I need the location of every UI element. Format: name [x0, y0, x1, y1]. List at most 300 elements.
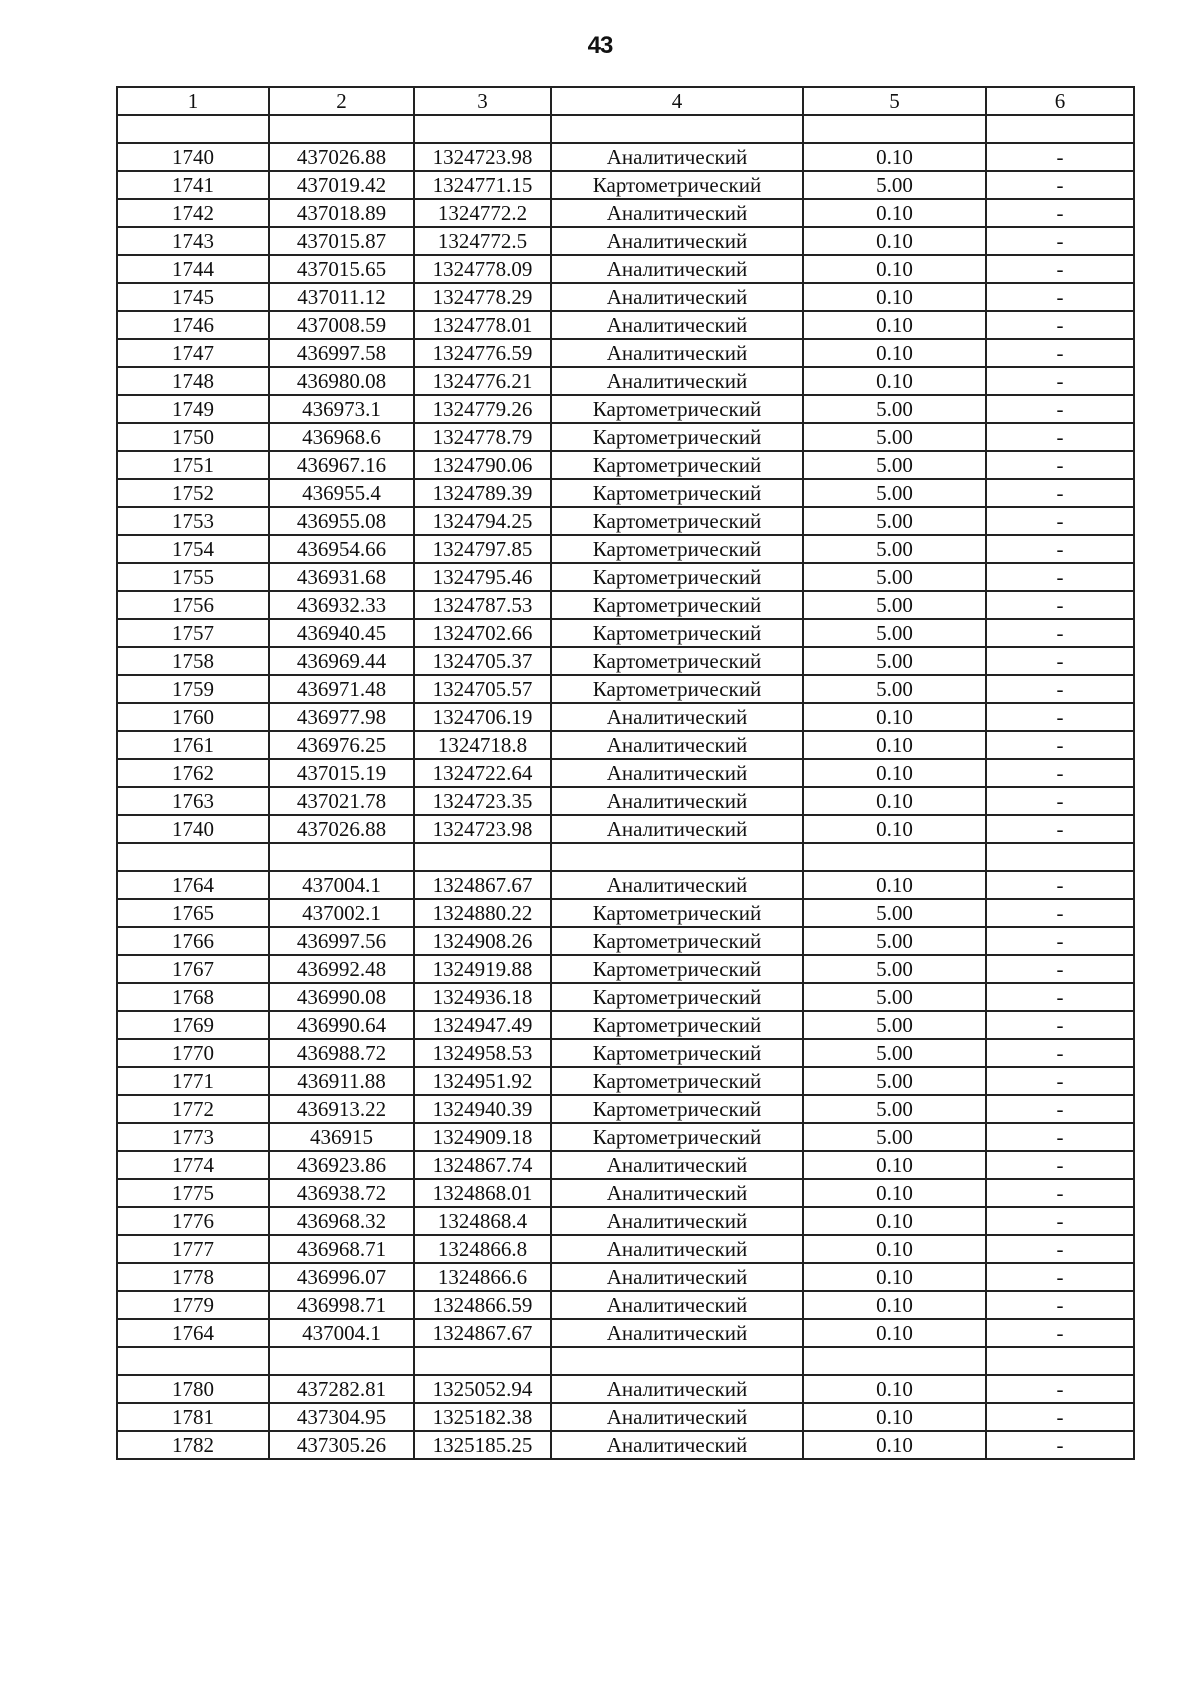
- coordinate-x-cell: 436998.71: [269, 1291, 414, 1319]
- point-number-cell: 1748: [117, 367, 269, 395]
- coordinate-x-cell: 436996.07: [269, 1263, 414, 1291]
- point-number-cell: 1773: [117, 1123, 269, 1151]
- coordinate-x-cell: 437004.1: [269, 871, 414, 899]
- accuracy-cell: 5.00: [803, 927, 986, 955]
- table-row: [117, 479, 1134, 507]
- note-cell: -: [986, 1403, 1134, 1431]
- coordinate-x-cell: 436923.86: [269, 1151, 414, 1179]
- coordinate-y-cell: [414, 843, 551, 871]
- note-cell: -: [986, 1263, 1134, 1291]
- note-cell: -: [986, 227, 1134, 255]
- point-number-cell: [117, 843, 269, 871]
- coordinate-y-cell: 1324722.64: [414, 759, 551, 787]
- accuracy-cell: 0.10: [803, 1179, 986, 1207]
- coordinate-y-cell: 1324787.53: [414, 591, 551, 619]
- coordinate-y-cell: 1324702.66: [414, 619, 551, 647]
- coordinate-y-cell: 1324867.67: [414, 871, 551, 899]
- point-number-cell: [117, 115, 269, 143]
- coordinate-x-cell: [269, 115, 414, 143]
- note-cell: [986, 1347, 1134, 1375]
- point-number-cell: 1781: [117, 1403, 269, 1431]
- table-row: [117, 115, 1134, 143]
- method-cell: Картометрический: [551, 479, 803, 507]
- coordinate-y-cell: 1324772.2: [414, 199, 551, 227]
- note-cell: -: [986, 171, 1134, 199]
- method-cell: Картометрический: [551, 899, 803, 927]
- method-cell: Картометрический: [551, 535, 803, 563]
- note-cell: -: [986, 1207, 1134, 1235]
- accuracy-cell: 0.10: [803, 367, 986, 395]
- table-row: [117, 1011, 1134, 1039]
- coordinate-x-cell: 436931.68: [269, 563, 414, 591]
- point-number-cell: 1746: [117, 311, 269, 339]
- point-number-cell: 1774: [117, 1151, 269, 1179]
- point-number-cell: 1755: [117, 563, 269, 591]
- table-row: [117, 283, 1134, 311]
- coordinate-x-cell: 436968.32: [269, 1207, 414, 1235]
- accuracy-cell: 5.00: [803, 535, 986, 563]
- method-cell: Аналитический: [551, 311, 803, 339]
- table-row: [117, 983, 1134, 1011]
- point-number-cell: 1750: [117, 423, 269, 451]
- method-cell: Картометрический: [551, 647, 803, 675]
- point-number-cell: 1744: [117, 255, 269, 283]
- accuracy-cell: 0.10: [803, 255, 986, 283]
- accuracy-cell: [803, 1347, 986, 1375]
- coordinate-y-cell: 1324778.79: [414, 423, 551, 451]
- note-cell: -: [986, 311, 1134, 339]
- point-number-cell: [117, 1347, 269, 1375]
- page-number: 43: [587, 32, 613, 59]
- coordinate-y-cell: 1324908.26: [414, 927, 551, 955]
- point-number-cell: 1777: [117, 1235, 269, 1263]
- note-cell: -: [986, 647, 1134, 675]
- coordinate-x-cell: 437004.1: [269, 1319, 414, 1347]
- point-number-cell: 1782: [117, 1431, 269, 1459]
- note-cell: -: [986, 675, 1134, 703]
- point-number-cell: 1742: [117, 199, 269, 227]
- method-cell: Аналитический: [551, 1403, 803, 1431]
- note-cell: -: [986, 1011, 1134, 1039]
- point-number-cell: 1759: [117, 675, 269, 703]
- note-cell: -: [986, 1095, 1134, 1123]
- note-cell: -: [986, 255, 1134, 283]
- point-number-cell: 1764: [117, 1319, 269, 1347]
- note-cell: -: [986, 563, 1134, 591]
- method-cell: Аналитический: [551, 1151, 803, 1179]
- table-row: [117, 955, 1134, 983]
- table-row: [117, 1235, 1134, 1263]
- coordinate-y-cell: 1324795.46: [414, 563, 551, 591]
- method-cell: Аналитический: [551, 1291, 803, 1319]
- table-row: [117, 1347, 1134, 1375]
- accuracy-cell: 0.10: [803, 815, 986, 843]
- coordinate-y-cell: 1324771.15: [414, 171, 551, 199]
- point-number-cell: 1769: [117, 1011, 269, 1039]
- point-number-cell: 1776: [117, 1207, 269, 1235]
- method-cell: Аналитический: [551, 815, 803, 843]
- coordinate-y-cell: 1324789.39: [414, 479, 551, 507]
- coordinate-y-cell: 1324958.53: [414, 1039, 551, 1067]
- coordinate-x-cell: 436969.44: [269, 647, 414, 675]
- coordinate-x-cell: 437008.59: [269, 311, 414, 339]
- point-number-cell: 1766: [117, 927, 269, 955]
- column-header: 6: [986, 87, 1134, 115]
- table-row: [117, 1067, 1134, 1095]
- note-cell: -: [986, 339, 1134, 367]
- accuracy-cell: 5.00: [803, 1011, 986, 1039]
- coordinate-x-cell: 436973.1: [269, 395, 414, 423]
- note-cell: -: [986, 899, 1134, 927]
- table-body: [117, 115, 1134, 1459]
- table-row: [117, 367, 1134, 395]
- coordinate-x-cell: 436997.58: [269, 339, 414, 367]
- point-number-cell: 1778: [117, 1263, 269, 1291]
- note-cell: -: [986, 619, 1134, 647]
- note-cell: -: [986, 1319, 1134, 1347]
- coordinate-y-cell: 1324794.25: [414, 507, 551, 535]
- coordinate-x-cell: 436997.56: [269, 927, 414, 955]
- point-number-cell: 1779: [117, 1291, 269, 1319]
- accuracy-cell: 0.10: [803, 1319, 986, 1347]
- column-header: 5: [803, 87, 986, 115]
- table-row: [117, 1151, 1134, 1179]
- method-cell: Картометрический: [551, 451, 803, 479]
- coordinate-x-cell: 437304.95: [269, 1403, 414, 1431]
- coordinate-y-cell: [414, 115, 551, 143]
- coordinate-x-cell: 436938.72: [269, 1179, 414, 1207]
- accuracy-cell: 5.00: [803, 479, 986, 507]
- coordinate-y-cell: 1324723.98: [414, 815, 551, 843]
- coordinate-y-cell: 1324723.35: [414, 787, 551, 815]
- coordinate-y-cell: 1324867.67: [414, 1319, 551, 1347]
- accuracy-cell: 0.10: [803, 1151, 986, 1179]
- accuracy-cell: 0.10: [803, 1375, 986, 1403]
- accuracy-cell: 5.00: [803, 647, 986, 675]
- coordinate-x-cell: 436976.25: [269, 731, 414, 759]
- table-row: [117, 1123, 1134, 1151]
- note-cell: -: [986, 927, 1134, 955]
- coordinate-y-cell: 1324776.59: [414, 339, 551, 367]
- coordinate-y-cell: 1324909.18: [414, 1123, 551, 1151]
- note-cell: -: [986, 199, 1134, 227]
- accuracy-cell: 0.10: [803, 731, 986, 759]
- note-cell: -: [986, 1123, 1134, 1151]
- table-row: [117, 759, 1134, 787]
- accuracy-cell: 5.00: [803, 955, 986, 983]
- point-number-cell: 1745: [117, 283, 269, 311]
- accuracy-cell: 5.00: [803, 451, 986, 479]
- table-row: [117, 507, 1134, 535]
- note-cell: -: [986, 1179, 1134, 1207]
- accuracy-cell: 5.00: [803, 423, 986, 451]
- method-cell: Аналитический: [551, 367, 803, 395]
- note-cell: -: [986, 591, 1134, 619]
- note-cell: -: [986, 507, 1134, 535]
- point-number-cell: 1767: [117, 955, 269, 983]
- table-row: [117, 535, 1134, 563]
- table-row: [117, 1291, 1134, 1319]
- coordinate-x-cell: [269, 1347, 414, 1375]
- accuracy-cell: 0.10: [803, 227, 986, 255]
- coordinate-y-cell: 1324866.8: [414, 1235, 551, 1263]
- point-number-cell: 1761: [117, 731, 269, 759]
- coordinate-y-cell: 1324776.21: [414, 367, 551, 395]
- accuracy-cell: 0.10: [803, 311, 986, 339]
- table-row: [117, 423, 1134, 451]
- note-cell: -: [986, 283, 1134, 311]
- point-number-cell: 1771: [117, 1067, 269, 1095]
- table-row: [117, 1403, 1134, 1431]
- accuracy-cell: 0.10: [803, 1403, 986, 1431]
- coordinate-x-cell: 437018.89: [269, 199, 414, 227]
- note-cell: -: [986, 759, 1134, 787]
- coordinate-y-cell: 1324705.37: [414, 647, 551, 675]
- table-row: [117, 1431, 1134, 1459]
- coordinate-y-cell: 1324866.59: [414, 1291, 551, 1319]
- table-row: [117, 199, 1134, 227]
- column-header: 2: [269, 87, 414, 115]
- table-row: [117, 1207, 1134, 1235]
- point-number-cell: 1780: [117, 1375, 269, 1403]
- table-row: [117, 871, 1134, 899]
- table-row: [117, 647, 1134, 675]
- accuracy-cell: 0.10: [803, 703, 986, 731]
- table-row: [117, 1375, 1134, 1403]
- note-cell: -: [986, 535, 1134, 563]
- point-number-cell: 1741: [117, 171, 269, 199]
- table-row: [117, 255, 1134, 283]
- method-cell: Картометрический: [551, 171, 803, 199]
- accuracy-cell: 5.00: [803, 563, 986, 591]
- coordinate-y-cell: 1324947.49: [414, 1011, 551, 1039]
- coordinate-x-cell: 436990.08: [269, 983, 414, 1011]
- point-number-cell: 1751: [117, 451, 269, 479]
- method-cell: Картометрический: [551, 955, 803, 983]
- accuracy-cell: 0.10: [803, 787, 986, 815]
- coordinate-x-cell: 436967.16: [269, 451, 414, 479]
- accuracy-cell: [803, 843, 986, 871]
- accuracy-cell: 0.10: [803, 759, 986, 787]
- method-cell: Аналитический: [551, 199, 803, 227]
- note-cell: -: [986, 731, 1134, 759]
- method-cell: Аналитический: [551, 787, 803, 815]
- coordinate-y-cell: 1324936.18: [414, 983, 551, 1011]
- note-cell: -: [986, 703, 1134, 731]
- method-cell: Аналитический: [551, 1207, 803, 1235]
- column-header: 1: [117, 87, 269, 115]
- note-cell: [986, 115, 1134, 143]
- note-cell: -: [986, 983, 1134, 1011]
- table-row: [117, 591, 1134, 619]
- coordinate-x-cell: 436980.08: [269, 367, 414, 395]
- note-cell: -: [986, 787, 1134, 815]
- method-cell: Аналитический: [551, 339, 803, 367]
- table-row: [117, 1179, 1134, 1207]
- accuracy-cell: 5.00: [803, 1123, 986, 1151]
- accuracy-cell: 0.10: [803, 1235, 986, 1263]
- table-row: [117, 843, 1134, 871]
- coordinate-y-cell: 1324718.8: [414, 731, 551, 759]
- method-cell: Аналитический: [551, 759, 803, 787]
- accuracy-cell: 5.00: [803, 591, 986, 619]
- coordinate-y-cell: 1325182.38: [414, 1403, 551, 1431]
- accuracy-cell: 0.10: [803, 1207, 986, 1235]
- note-cell: -: [986, 1291, 1134, 1319]
- coordinate-x-cell: 437026.88: [269, 815, 414, 843]
- accuracy-cell: 5.00: [803, 1095, 986, 1123]
- table-row: [117, 339, 1134, 367]
- coordinate-x-cell: 436988.72: [269, 1039, 414, 1067]
- coordinate-y-cell: 1324778.09: [414, 255, 551, 283]
- coordinate-x-cell: 436971.48: [269, 675, 414, 703]
- note-cell: -: [986, 423, 1134, 451]
- point-number-cell: 1749: [117, 395, 269, 423]
- point-number-cell: 1740: [117, 143, 269, 171]
- note-cell: -: [986, 1235, 1134, 1263]
- accuracy-cell: 5.00: [803, 1039, 986, 1067]
- coordinate-y-cell: 1324705.57: [414, 675, 551, 703]
- note-cell: -: [986, 367, 1134, 395]
- method-cell: Аналитический: [551, 143, 803, 171]
- accuracy-cell: 5.00: [803, 171, 986, 199]
- table-row: [117, 227, 1134, 255]
- coordinate-y-cell: 1324723.98: [414, 143, 551, 171]
- accuracy-cell: 0.10: [803, 199, 986, 227]
- coordinate-x-cell: 436977.98: [269, 703, 414, 731]
- method-cell: Картометрический: [551, 423, 803, 451]
- coordinate-x-cell: 436911.88: [269, 1067, 414, 1095]
- point-number-cell: 1760: [117, 703, 269, 731]
- method-cell: Картометрический: [551, 619, 803, 647]
- header-row: [117, 87, 1134, 115]
- note-cell: -: [986, 1375, 1134, 1403]
- note-cell: [986, 843, 1134, 871]
- note-cell: -: [986, 871, 1134, 899]
- method-cell: Картометрический: [551, 927, 803, 955]
- coordinate-x-cell: 437305.26: [269, 1431, 414, 1459]
- accuracy-cell: 0.10: [803, 1431, 986, 1459]
- column-header: 4: [551, 87, 803, 115]
- coordinate-x-cell: 437015.87: [269, 227, 414, 255]
- coordinate-x-cell: 436915: [269, 1123, 414, 1151]
- accuracy-cell: [803, 115, 986, 143]
- accuracy-cell: 5.00: [803, 619, 986, 647]
- method-cell: [551, 1347, 803, 1375]
- table-row: [117, 171, 1134, 199]
- coordinate-y-cell: 1325052.94: [414, 1375, 551, 1403]
- accuracy-cell: 0.10: [803, 143, 986, 171]
- method-cell: Аналитический: [551, 703, 803, 731]
- coordinate-y-cell: 1324951.92: [414, 1067, 551, 1095]
- coordinate-x-cell: 436932.33: [269, 591, 414, 619]
- table-row: [117, 1319, 1134, 1347]
- coordinate-y-cell: 1325185.25: [414, 1431, 551, 1459]
- method-cell: Картометрический: [551, 395, 803, 423]
- table-row: [117, 143, 1134, 171]
- coordinate-x-cell: 437019.42: [269, 171, 414, 199]
- method-cell: Аналитический: [551, 255, 803, 283]
- accuracy-cell: 5.00: [803, 899, 986, 927]
- method-cell: Картометрический: [551, 983, 803, 1011]
- table-row: [117, 311, 1134, 339]
- coordinate-y-cell: [414, 1347, 551, 1375]
- coordinate-x-cell: 436954.66: [269, 535, 414, 563]
- note-cell: -: [986, 1151, 1134, 1179]
- point-number-cell: 1765: [117, 899, 269, 927]
- table-row: [117, 815, 1134, 843]
- table-row: [117, 675, 1134, 703]
- method-cell: Картометрический: [551, 675, 803, 703]
- note-cell: -: [986, 143, 1134, 171]
- point-number-cell: 1775: [117, 1179, 269, 1207]
- point-number-cell: 1753: [117, 507, 269, 535]
- coordinate-x-cell: 437002.1: [269, 899, 414, 927]
- coordinate-x-cell: 437026.88: [269, 143, 414, 171]
- point-number-cell: 1743: [117, 227, 269, 255]
- coordinate-x-cell: 437015.65: [269, 255, 414, 283]
- coordinate-y-cell: 1324868.4: [414, 1207, 551, 1235]
- method-cell: Картометрический: [551, 507, 803, 535]
- coordinate-y-cell: 1324779.26: [414, 395, 551, 423]
- method-cell: Аналитический: [551, 1431, 803, 1459]
- coordinate-x-cell: 436968.6: [269, 423, 414, 451]
- note-cell: -: [986, 955, 1134, 983]
- coordinate-y-cell: 1324919.88: [414, 955, 551, 983]
- method-cell: Аналитический: [551, 731, 803, 759]
- coordinate-x-cell: 436992.48: [269, 955, 414, 983]
- note-cell: -: [986, 1039, 1134, 1067]
- point-number-cell: 1772: [117, 1095, 269, 1123]
- point-number-cell: 1762: [117, 759, 269, 787]
- table-row: [117, 451, 1134, 479]
- point-number-cell: 1758: [117, 647, 269, 675]
- table-row: [117, 1095, 1134, 1123]
- point-number-cell: 1763: [117, 787, 269, 815]
- note-cell: -: [986, 1431, 1134, 1459]
- coordinate-y-cell: 1324778.01: [414, 311, 551, 339]
- accuracy-cell: 5.00: [803, 983, 986, 1011]
- coordinate-y-cell: 1324940.39: [414, 1095, 551, 1123]
- table-row: [117, 787, 1134, 815]
- method-cell: Аналитический: [551, 1375, 803, 1403]
- coordinates-table: [116, 86, 1135, 1460]
- coordinate-y-cell: 1324868.01: [414, 1179, 551, 1207]
- accuracy-cell: 5.00: [803, 1067, 986, 1095]
- point-number-cell: 1757: [117, 619, 269, 647]
- table-row: [117, 1263, 1134, 1291]
- column-header: 3: [414, 87, 551, 115]
- method-cell: Картометрический: [551, 1067, 803, 1095]
- method-cell: Аналитический: [551, 1235, 803, 1263]
- point-number-cell: 1768: [117, 983, 269, 1011]
- table-row: [117, 899, 1134, 927]
- table-row: [117, 1039, 1134, 1067]
- note-cell: -: [986, 815, 1134, 843]
- method-cell: Картометрический: [551, 1011, 803, 1039]
- coordinate-y-cell: 1324880.22: [414, 899, 551, 927]
- note-cell: -: [986, 1067, 1134, 1095]
- method-cell: Картометрический: [551, 1095, 803, 1123]
- coordinate-x-cell: 437021.78: [269, 787, 414, 815]
- point-number-cell: 1754: [117, 535, 269, 563]
- method-cell: Аналитический: [551, 283, 803, 311]
- method-cell: Аналитический: [551, 1179, 803, 1207]
- coordinate-y-cell: 1324772.5: [414, 227, 551, 255]
- coordinate-x-cell: [269, 843, 414, 871]
- coordinate-y-cell: 1324778.29: [414, 283, 551, 311]
- method-cell: Картометрический: [551, 1039, 803, 1067]
